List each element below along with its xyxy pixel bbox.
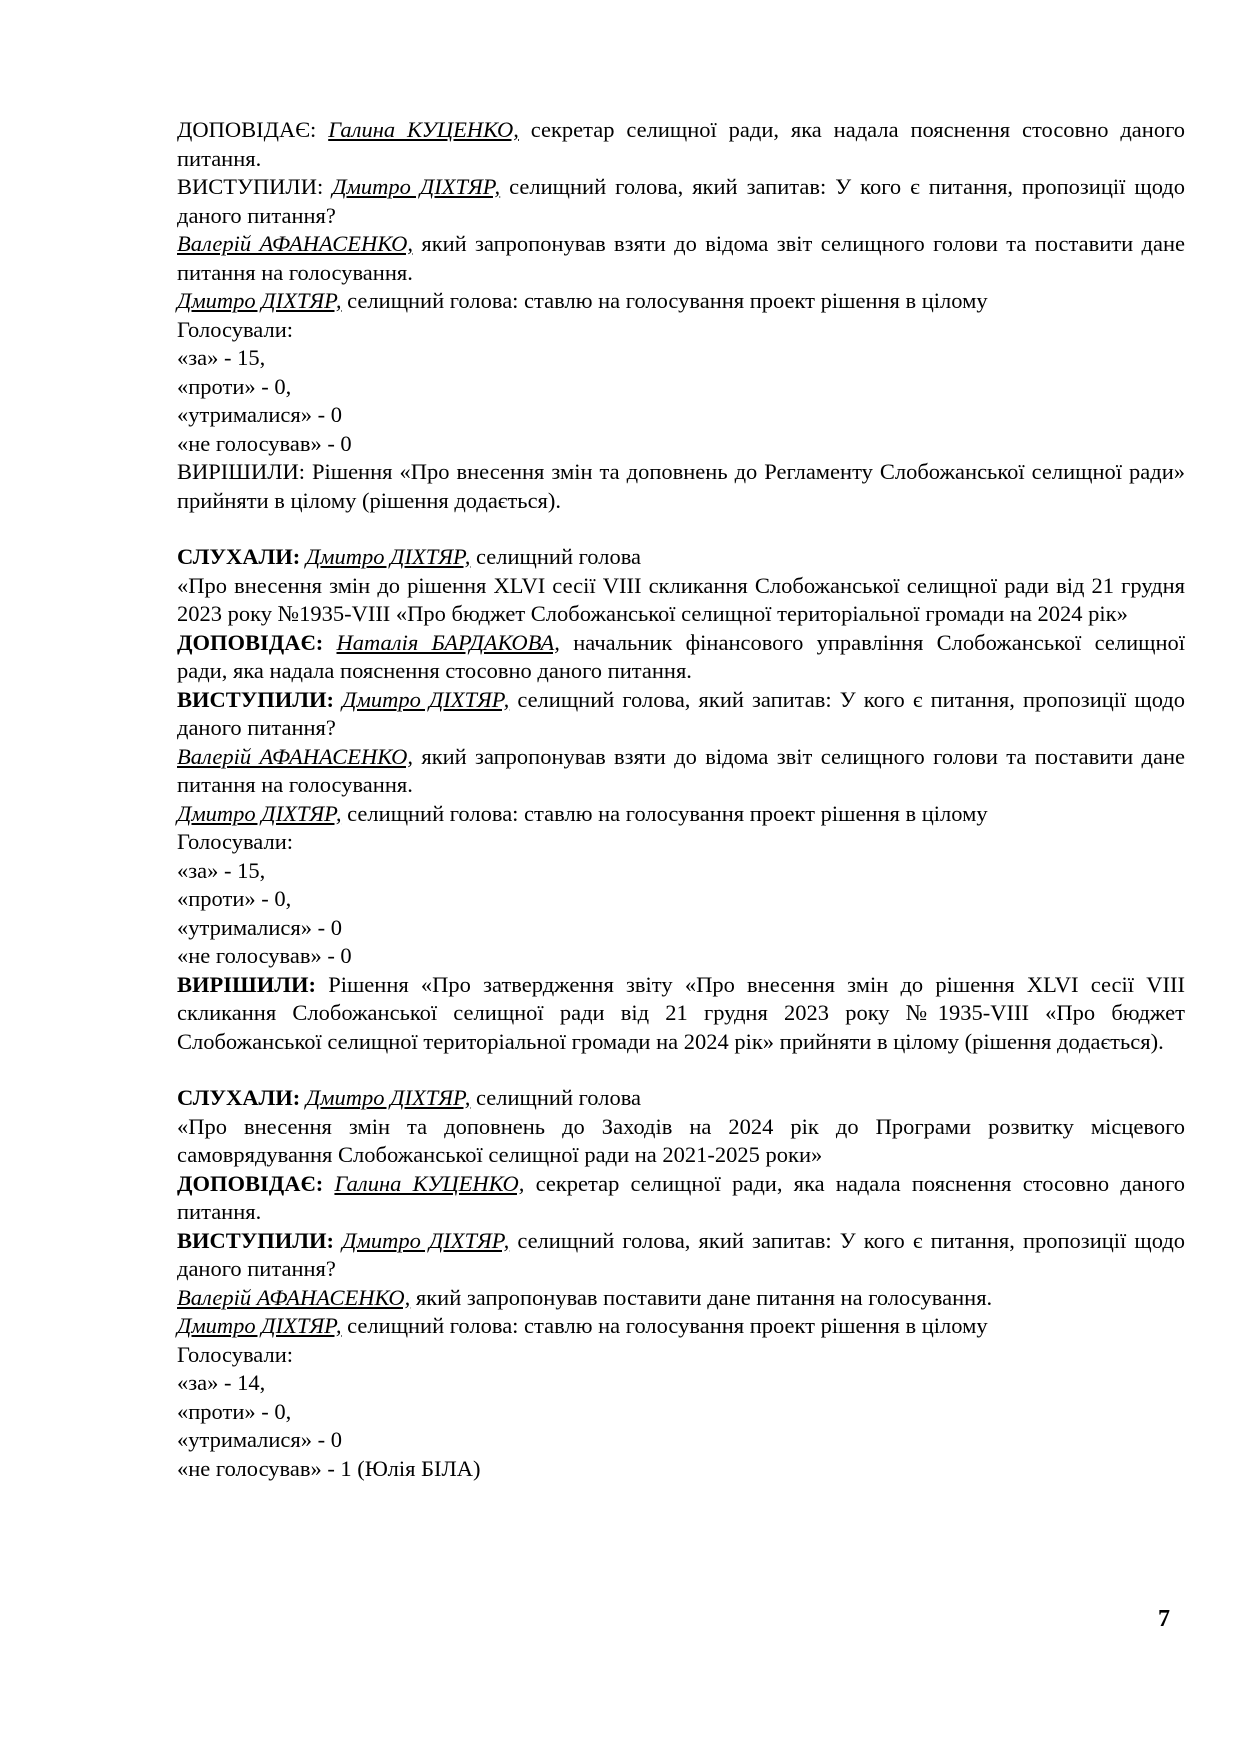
vote-title: Голосували: — [177, 1341, 293, 1367]
vystupyly-text: селищний голова, який запитав: У кого є питання, пропозиції щодо даного питання? — [177, 686, 1186, 740]
vote-not-voted: «не голосував» - 0 — [177, 943, 352, 968]
vote-against: «проти» - 0, — [177, 886, 292, 911]
dopovidaye-text: секретар селищної ради, яка надала пояснення стосовно даного питання. — [177, 1170, 1186, 1224]
sluhaly-text: селищний голова — [470, 544, 642, 569]
decision-paragraph — [177, 971, 1185, 1057]
vote-not-voted: «не голосував» - 1 (Юлія БІЛА) — [177, 1455, 481, 1481]
dopovidaye-text: начальник фінансового управління Слобожанської селищної ради, яка надала пояснення стосовно даного питання. — [177, 629, 1186, 683]
dopovidaye-paragraph — [177, 629, 1185, 686]
speaker-name: Дмитро ДІХТЯР, — [332, 174, 501, 199]
speaker-name: Дмитро ДІХТЯР, — [177, 1313, 342, 1338]
put-vote-text: селищний голова: ставлю на голосування проект рішення в цілому — [341, 288, 988, 313]
dopovidaye-paragraph — [177, 1170, 1185, 1227]
vystupyly-label: ВИСТУПИЛИ: — [177, 1227, 335, 1253]
speaker-name: Валерій АФАНАСЕНКО, — [177, 743, 413, 769]
speaker-name: Галина КУЦЕНКО, — [334, 1170, 525, 1196]
vote-against: «проти» - 0, — [177, 1398, 292, 1424]
vote-abstained: «утрималися» - 0 — [177, 914, 343, 940]
propose-text: який запропонував взяти до відома звіт селищного голови та поставити дане питання на голосування. — [177, 231, 1185, 285]
vystupyly-paragraph — [177, 173, 1185, 230]
vote-for: «за» - 15, — [177, 857, 266, 883]
sluhaly-text: селищний голова — [470, 1085, 642, 1110]
vote-title: Голосували: — [177, 316, 293, 342]
vystupyly-paragraph — [177, 1227, 1185, 1284]
vote-abstained: «утрималися» - 0 — [177, 1427, 343, 1452]
block-gap — [177, 1056, 1185, 1084]
speaker-name: Дмитро ДІХТЯР, — [305, 544, 471, 569]
speaker-name: Дмитро ДІХТЯР, — [305, 1085, 471, 1110]
page-number: 7 — [1158, 1606, 1170, 1632]
sluhaly-label: СЛУХАЛИ: — [177, 1085, 301, 1110]
dopovidaye-label: ДОПОВІДАЄ: — [177, 1170, 324, 1196]
propose-paragraph — [177, 743, 1185, 800]
decision-label: ВИРІШИЛИ: — [177, 971, 316, 997]
speaker-name: Дмитро ДІХТЯР, — [342, 686, 510, 712]
topic-paragraph: «Про внесення змін та доповнень до Заходів на 2024 рік до Програми розвитку місцевого самоврядування Слобожанської селищної ради на 2021-2025 роки» — [177, 1113, 1185, 1167]
put-vote-text: селищний голова: ставлю на голосування проект рішення в цілому — [341, 1313, 988, 1338]
vystupyly-text: селищний голова, який запитав: У кого є питання, пропозиції щодо даного питання? — [177, 174, 1186, 228]
propose-paragraph — [177, 1284, 1185, 1313]
decision-paragraph — [177, 458, 1185, 515]
speaker-name: Валерій АФАНАСЕНКО, — [177, 1284, 411, 1310]
dopovidaye-text: секретар селищної ради, яка надала пояснення стосовно даного питання. — [177, 117, 1185, 171]
vystupyly-label: ВИСТУПИЛИ: — [177, 686, 335, 712]
propose-text: який запропонував взяти до відома звіт селищного голови та поставити дане питання на голосування. — [177, 743, 1185, 797]
speaker-name: Валерій АФАНАСЕНКО, — [177, 231, 413, 256]
put-vote-paragraph — [177, 287, 1185, 316]
dopovidaye-label: ДОПОВІДАЄ: — [177, 629, 324, 655]
propose-text: який запропонував поставити дане питання на голосування. — [410, 1284, 993, 1310]
speaker-name: Дмитро ДІХТЯР, — [177, 288, 342, 313]
put-vote-paragraph — [177, 1312, 1185, 1341]
speaker-name: Галина КУЦЕНКО, — [328, 117, 519, 142]
vystupyly-text: селищний голова, який запитав: У кого є питання, пропозиції щодо даного питання? — [177, 1227, 1186, 1281]
vote-title: Голосували: — [177, 829, 293, 854]
sluhaly-paragraph — [177, 543, 1185, 572]
vote-for: «за» - 15, — [177, 345, 266, 370]
block-gap — [177, 515, 1185, 543]
speaker-name: Дмитро ДІХТЯР, — [177, 800, 342, 826]
speaker-name: Дмитро ДІХТЯР, — [342, 1227, 510, 1253]
put-vote-text: селищний голова: ставлю на голосування проект рішення в цілому — [341, 800, 988, 826]
put-vote-paragraph — [177, 800, 1185, 829]
vote-for: «за» - 14, — [177, 1370, 266, 1395]
speaker-name: Наталія БАРДАКОВА, — [336, 629, 560, 655]
document-page — [177, 116, 1185, 1483]
sluhaly-label: СЛУХАЛИ: — [177, 544, 301, 569]
vote-against: «проти» - 0, — [177, 373, 292, 399]
propose-paragraph — [177, 230, 1185, 287]
dopovidaye-label: ДОПОВІДАЄ: — [177, 117, 317, 142]
dopovidaye-paragraph — [177, 116, 1185, 173]
decision-label: ВИРІШИЛИ: — [177, 459, 305, 484]
vystupyly-label: ВИСТУПИЛИ: — [177, 174, 324, 199]
vote-not-voted: «не голосував» - 0 — [177, 430, 352, 456]
topic-paragraph: «Про внесення змін до рішення XLVI сесії VIII скликання Слобожанської селищної ради від 21 грудня 2023 року №1935-VIII «Про бюджет Слобожанської селищної територіальної громади на 2024 рік» — [177, 572, 1185, 626]
decision-text: Рішення «Про затвердження звіту «Про внесення змін до рішення XLVI сесії VIII скликання Слобожанської селищної ради від 21 грудня 2023 року №1935-VIII «Про бюджет Слобожанської селищної територіальної громади на 2024 рік» прийняти в цілому (рішення додається). — [177, 971, 1185, 1054]
decision-text: Рішення «Про внесення змін та доповнень до Регламенту Слобожанської селищної ради» прийняти в цілому (рішення додається). — [177, 459, 1185, 513]
vote-abstained: «утрималися» - 0 — [177, 402, 343, 427]
sluhaly-paragraph — [177, 1084, 1185, 1113]
vystupyly-paragraph — [177, 686, 1185, 743]
